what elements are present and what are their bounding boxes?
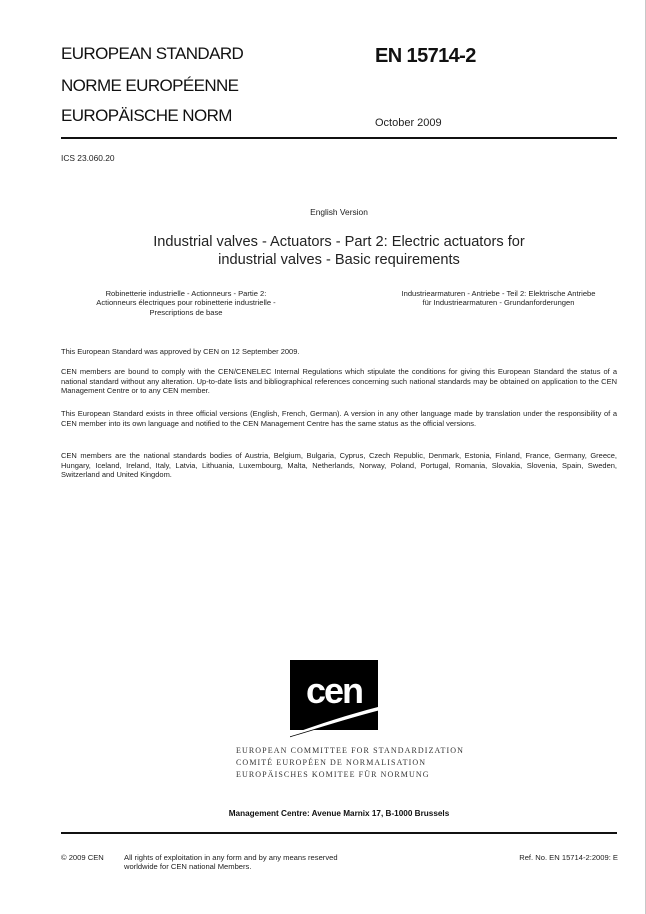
cen-logo — [290, 660, 378, 738]
ics-code: ICS 23.060.20 — [61, 153, 115, 163]
publication-date: October 2009 — [375, 117, 442, 129]
title-german-line-1: Industriearmaturen - Antriebe - Teil 2: Elektrische Antriebe — [401, 289, 596, 298]
cen-logo-text: cen — [305, 670, 363, 711]
header-rule — [61, 137, 617, 139]
committee-name-de: EUROPÄISCHES KOMITEE FÜR NORMUNG — [236, 770, 430, 779]
title-french-line-3: Prescriptions de base — [149, 307, 223, 317]
compliance-paragraph: CEN members are bound to comply with the CEN/CENELEC Internal Regulations which stipulate the conditions for giving this European Standard the status of a national standard without any alteration. Up-to-date lists and bibliographical references concerning such national standards may be obtained on application to the CEN Management Centre or to any CEN member. — [61, 367, 617, 395]
management-centre-address: Management Centre: Avenue Marnix 17, B-1000 Brussels — [228, 809, 450, 818]
versions-paragraph: This European Standard exists in three official versions (English, French, German). A version in any other language made by translation under the responsibility of a CEN member into its own language and notified to the CEN Management Centre has the same status as the official versions. — [61, 409, 617, 428]
members-paragraph: CEN members are the national standards bodies of Austria, Belgium, Bulgaria, Cyprus, Czech Republic, Denmark, Estonia, Finland, France, Germany, Greece, Hungary, Iceland, Ireland, Italy, Latvia, Lithuania, Luxembourg, Malta, Netherlands, Norway, Poland, Portugal, Romania, Slovakia, Slovenia, Spain, Sweden, Switzerland and United Kingdom. — [61, 451, 617, 479]
title-french — [61, 289, 311, 317]
footer-rule — [61, 832, 617, 834]
title-german — [370, 289, 627, 308]
document-title — [61, 233, 617, 269]
rights-line-2: worldwide for CEN national Members. — [124, 862, 252, 872]
standard-title-en: EUROPEAN STANDARD — [61, 44, 244, 63]
committee-name-en: EUROPEAN COMMITTEE FOR STANDARDIZATION — [236, 746, 465, 755]
title-french-line-1: Robinetterie industrielle - Actionneurs - Partie 2: — [105, 289, 267, 298]
title-french-line-2: Actionneurs électriques pour robinetterie industrielle - — [96, 298, 276, 308]
rights-line-1: All rights of exploitation in any form and by any means reserved — [124, 853, 338, 862]
title-line-1: Industrial valves - Actuators - Part 2: Electric actuators for — [153, 234, 525, 250]
document-number: EN 15714-2 — [375, 45, 476, 67]
version-label: English Version — [310, 207, 368, 217]
approval-paragraph: This European Standard was approved by CEN on 12 September 2009. — [61, 347, 300, 356]
standard-title-de: EUROPÄISCHE NORM — [61, 106, 232, 125]
title-german-line-2: für Industriearmaturen - Grundanforderungen — [422, 298, 575, 308]
copyright-notice: © 2009 CEN — [61, 853, 104, 862]
title-line-2: industrial valves - Basic requirements — [218, 252, 460, 268]
cen-logo-graphic — [290, 660, 378, 738]
standard-title-fr: NORME EUROPÉENNE — [61, 76, 239, 95]
rights-statement — [124, 853, 338, 872]
committee-name-fr: COMITÉ EUROPÉEN DE NORMALISATION — [236, 758, 427, 767]
reference-number: Ref. No. EN 15714-2:2009: E — [519, 853, 618, 862]
